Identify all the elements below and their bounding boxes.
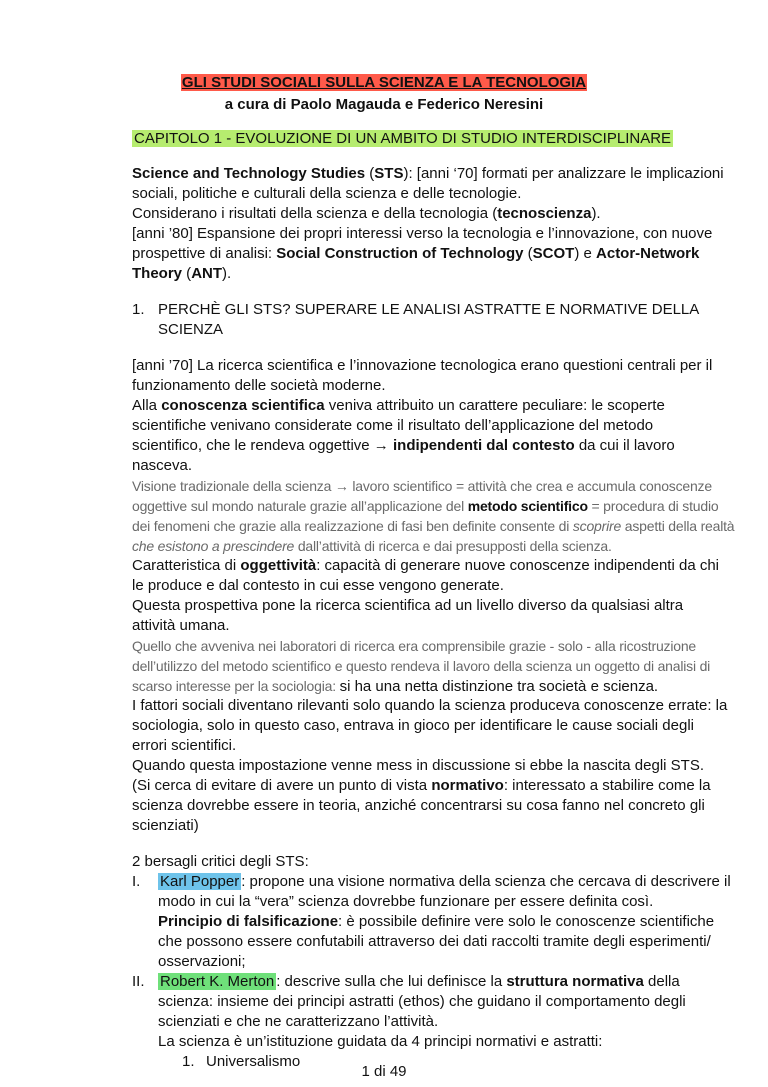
list-item-line: scienziati e che ne caratterizzano l’attività.	[158, 1013, 439, 1030]
body-line: I fattori sociali diventano rilevanti solo quando la scienza produceva conoscenze errate: la	[132, 697, 728, 714]
body-line: scientifiche venivano considerate come il risultato dell’applicazione del metodo	[132, 417, 654, 434]
list-item-line: osservazioni;	[158, 953, 246, 970]
thin-note-line: dell’utilizzo del metodo scientifico e questo rendeva il lavoro della scienza un oggetto di analisi di	[132, 658, 711, 674]
thin-note-line: Visione tradizionale della scienza → lavoro scientifico = attività che crea e accumula conoscenze	[132, 478, 712, 494]
body-line: Caratteristica di oggettività: capacità di generare nuove conoscenze indipendenti da chi	[132, 557, 719, 574]
intro-line-2: sociali, politiche e culturali della scienza e delle tecnologie.	[132, 185, 522, 202]
thin-note-line: Quello che avveniva nei laboratori di ricerca era comprensibile grazie - solo - alla ricostruzione	[132, 638, 697, 654]
merton-highlight: Robert K. Merton	[160, 973, 275, 990]
targets-intro: 2 bersagli critici degli STS:	[132, 853, 309, 870]
body-line: (Si cerca di evitare di avere un punto di vista normativo: interessato a stabilire come la	[132, 777, 711, 794]
sub-list-number: 1.	[182, 1053, 195, 1070]
intro-line-4: [anni ’80] Espansione dei propri interessi verso la tecnologia e l’innovazione, con nuove	[132, 225, 713, 242]
body-line: Alla conoscenza scientifica veniva attribuito un carattere peculiare: le scoperte	[132, 397, 665, 414]
chapter-highlight: CAPITOLO 1 - EVOLUZIONE DI UN AMBITO DI STUDIO INTERDISCIPLINARE	[134, 130, 672, 147]
section-heading-line-2: SCIENZA	[158, 321, 224, 338]
document-subtitle: a cura di Paolo Magauda e Federico Neresini	[224, 96, 544, 113]
list-number-ii: II.	[132, 973, 145, 990]
body-line: errori scientifici.	[132, 737, 237, 754]
intro-line-3: Considerano i risultati della scienza e della tecnologia (tecnoscienza).	[132, 205, 601, 222]
body-line: [anni ’70] La ricerca scientifica e l’innovazione tecnologica erano questioni centrali per il	[132, 357, 713, 374]
body-line: attività umana.	[132, 617, 230, 634]
popper-highlight: Karl Popper	[160, 873, 240, 890]
list-item-merton: Robert K. Merton : descrive sulla che lui definisce la struttura normativa della	[160, 973, 680, 990]
body-line: Questa prospettiva pone la ricerca scientifica ad un livello diverso da qualsiasi altra	[132, 597, 684, 614]
thin-note-line: scarso interesse per la sociologia: si ha una netta distinzione tra società e scienza.	[132, 678, 659, 695]
list-number-i: I.	[132, 873, 141, 890]
body-line: nasceva.	[132, 457, 193, 474]
section-number: 1.	[132, 301, 145, 318]
thin-note-line: oggettive sul mondo naturale grazie all’applicazione del metodo scientifico = procedura di studio	[132, 498, 719, 514]
title-highlight: GLI STUDI SOCIALI SULLA SCIENZA E LA TECNOLOGIA	[181, 74, 587, 91]
body-line: scienza dovrebbe essere in teoria, anziché concentrarsi su cosa fanno nel concreto gli	[132, 797, 705, 814]
body-line: Quando questa impostazione venne mess in discussione si ebbe la nascita degli STS.	[132, 757, 704, 774]
list-item-line: La scienza è un’istituzione guidata da 4 principi normativi e astratti:	[158, 1033, 603, 1050]
sub-list-item: Universalismo	[206, 1053, 301, 1070]
thin-note-line: che esistono a prescindere dall’attività di ricerca e dai presupposti della scienza.	[132, 538, 612, 554]
body-line: scienziati)	[132, 817, 199, 834]
thin-note-line: dei fenomeni che grazie alla realizzazione di fasi ben definite consente di scoprire aspetti della realtà	[132, 518, 735, 534]
list-item-line: Principio di falsificazione: è possibile definire vere solo le conoscenze scientifiche	[158, 913, 715, 930]
body-line: le produce e dal contesto in cui esse vengono generate.	[132, 577, 504, 594]
body-line: scientifico, che le rendeva oggettive → indipendenti dal contesto da cui il lavoro	[132, 437, 675, 454]
list-item-line: modo in cui la “vera” scienza dovrebbe funzionare per essere definita così.	[158, 893, 654, 910]
list-item-line: che possono essere confutabili attraverso dei dati raccolti tramite degli esperimenti/	[158, 933, 711, 950]
body-line: sociologia, solo in questo caso, entrava in gioco per identificare le cause sociali degli	[132, 717, 694, 734]
chapter-heading	[132, 129, 673, 149]
list-item-popper: Karl Popper : propone una visione normativa della scienza che cercava di descrivere il	[160, 873, 731, 890]
list-item-line: scienza: insieme dei principi astratti (ethos) che guidano il comportamento degli	[158, 993, 686, 1010]
intro-line-6: Theory (ANT).	[132, 265, 232, 282]
intro-line-5: prospettive di analisi: Social Construction of Technology (SCOT) e Actor-Network	[132, 245, 700, 262]
page-number: 1 di 49	[361, 1063, 407, 1080]
body-line: funzionamento delle società moderne.	[132, 377, 386, 394]
intro-line-1: Science and Technology Studies (STS): [anni ‘70] formati per analizzare le implicazioni	[132, 165, 724, 182]
document-title	[0, 73, 768, 93]
section-heading-line-1: PERCHÈ GLI STS? SUPERARE LE ANALISI ASTRATTE E NORMATIVE DELLA	[158, 301, 700, 318]
